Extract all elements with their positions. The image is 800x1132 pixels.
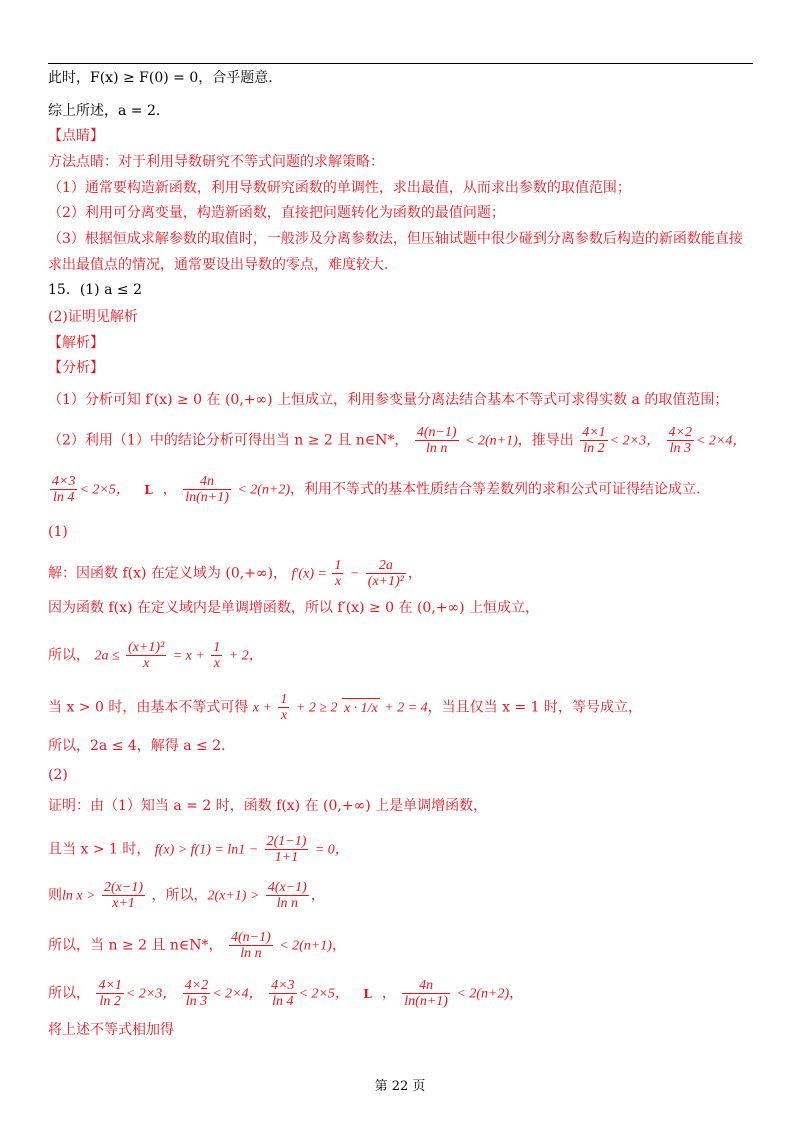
- proof-line-6: 将上述不等式相加得: [48, 1022, 174, 1038]
- part-2-label: (2): [48, 767, 68, 783]
- proof-line-5: 所以， $\frac{4\times 1}{\ln 2}$ < 2×3， $\frac{4\times 2}{\ln 3}$ < 2×4， $\frac{4\times 3}{\ln 4}$ < 2×5， L ， $\frac{4n}{\ln(n+1)}$ < 2(n+2)，: [48, 978, 524, 1009]
- solution-1-line-3: 所以， 2a ≤ $\frac{\text{(x+1)²}}{x}$ = x + $\frac{1}{x}$ + 2，: [48, 640, 263, 671]
- line-method-2: （2）利用可分离变量，构造新函数，直接把问题转化为函数的最值问题；: [48, 205, 505, 221]
- line-conclusion-2: 综上所述，a = 2.: [48, 103, 161, 119]
- line-method-3: （3）根据恒成求解参数的取值时，一般涉及分离参数法，但压轴试题中很少碰到分离参数后构造的新函数能直接: [48, 231, 743, 247]
- solution-1-line-4: 当 x > 0 时，由基本不等式可得 x + $\frac{1}{x}$ + 2 ≥ 2 x · 1/x + 2 = 4，当且仅当 x = 1 时，等号成立，: [48, 692, 642, 723]
- solution-1-line-5: 所以，2a ≤ 4，解得 a ≤ 2.: [48, 738, 226, 754]
- proof-line-3: 则ln x > $\frac{2(x-1)}{x+1}$ ，所以，2(x+1) > $\frac{4(x-1)}{\text{ln n}}$ ，: [48, 880, 325, 911]
- answer-15-1: 15．(1) a ≤ 2: [48, 282, 142, 298]
- line-method-3-cont: 求出最值点的情况，通常要设出导数的零点，难度较大.: [48, 257, 389, 273]
- heading-dianjing: 【点睛】: [48, 128, 104, 144]
- proof-line-1: 证明：由（1）知当 a = 2 时，函数 f(x) 在 (0,+∞) 上是单调增函数，: [48, 798, 488, 814]
- part-1-label: (1): [48, 524, 68, 540]
- analysis-2: （2）利用（1）中的结论分析可得出当 n ≥ 2 且 n∈N*， $\frac{4(n-1)}{\text{ln n}}$ < 2(n+1)，推导出 $\frac{4\times 1}{\ln 2}$ < 2×3， $\frac{4\times 2}{\ln 3}$ < 2×4，: [48, 425, 747, 456]
- proof-line-4: 所以，当 n ≥ 2 且 n∈N*， $\frac{4(n-1)}{\text{ln n}}$ < 2(n+1)，: [48, 930, 346, 961]
- analysis-2-cont: $\frac{4\times 3}{\ln 4}$ < 2×5， L ， $\frac{4n}{\ln(n+1)}$ < 2(n+2)，利用不等式的基本性质结合等差数列的求和公式可证得结论成立.: [52, 474, 701, 505]
- solution-1-line-1: 解：因函数 f(x) 在定义域为 (0,+∞)， f′(x) = $\frac{1}{x}$ − $\frac{2a}{\text{(x+1)²}}$ ，: [48, 558, 422, 589]
- line-method-1: （1）通常要构造新函数，利用导数研究函数的单调性，求出最值，从而求出参数的取值范围；: [48, 180, 631, 196]
- line-method: 方法点睛：对于利用导数研究不等式问题的求解策略：: [48, 154, 384, 170]
- heading-jiexi: 【解析】: [48, 335, 104, 351]
- heading-fenxi: 【分析】: [48, 360, 104, 376]
- answer-15-2: (2)证明见解析: [48, 309, 138, 325]
- page-number: 第 22 页: [374, 1079, 426, 1094]
- analysis-1: （1）分析可知 f′(x) ≥ 0 在 (0,+∞) 上恒成立，利用参变量分离法结合基本不等式可求得实数 a 的取值范围；: [48, 392, 729, 408]
- solution-1-line-2: 因为函数 f(x) 在定义域内是单调增函数，所以 f′(x) ≥ 0 在 (0,+∞) 上恒成立，: [48, 600, 540, 616]
- header-rule: [48, 63, 753, 64]
- line-conclusion-1: 此时，F(x) ≥ F(0) = 0，合乎题意.: [48, 70, 273, 86]
- proof-line-2: 且当 x > 1 时， f(x) > f(1) = ln1 − $\frac{2(1-1)}{1+1}$ = 0，: [48, 834, 349, 865]
